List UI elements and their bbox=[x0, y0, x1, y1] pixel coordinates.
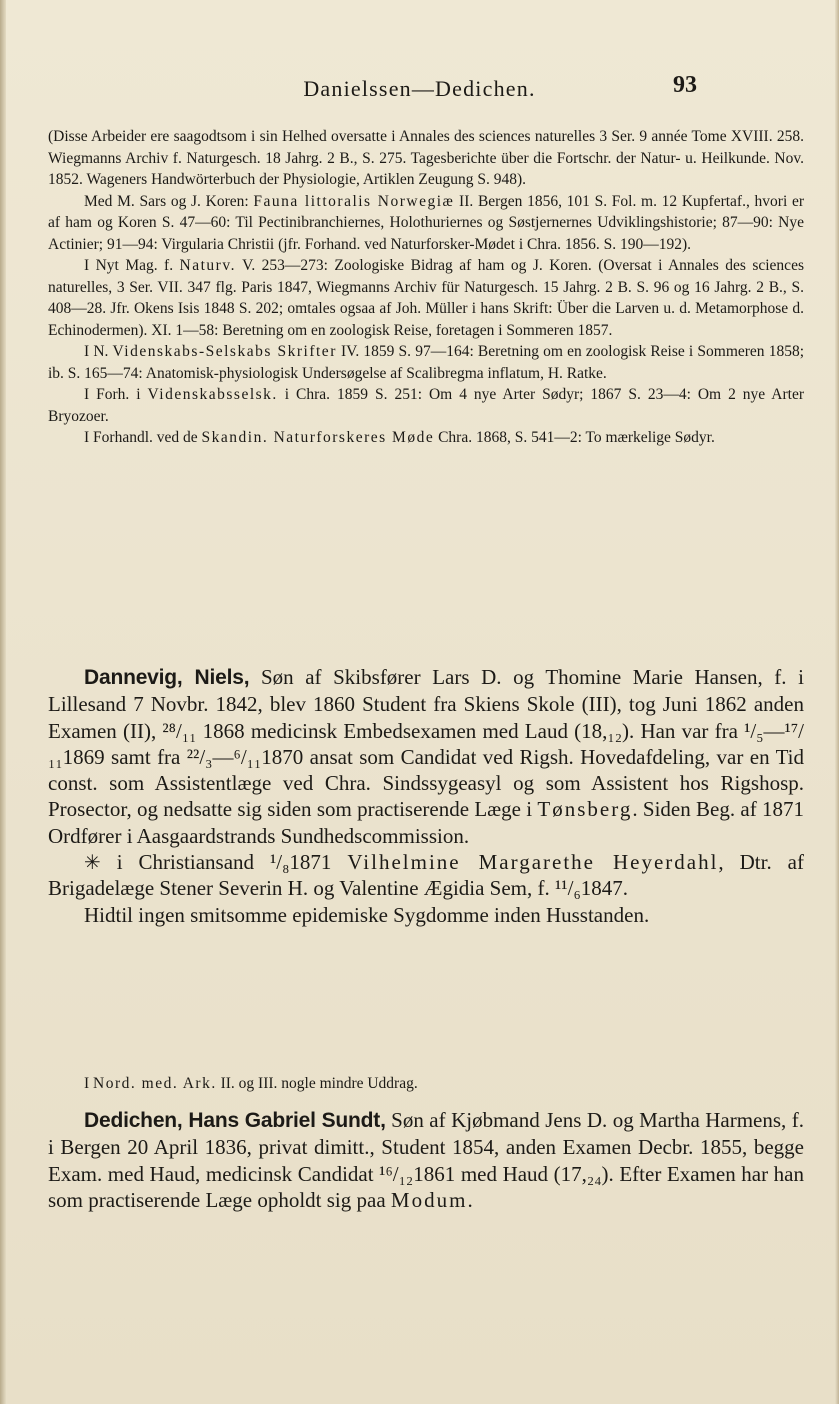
bibliography-entry: I Forh. i Videnskabsselsk. i Chra. 1859 S. 251: Om 4 nye Arter Sødyr; 1867 S. 23—4: Om 2 nye Arter Bryozoer. bbox=[48, 386, 804, 425]
journal-title: Naturv. bbox=[179, 257, 236, 274]
bibliography-entry: I N. Videnskabs-Selskabs Skrifter IV. 1859 S. 97—164: Beretning om en zoologisk Reise i Sommeren 1858; ib. S. 165—74: Anatomisk-physiologisk Undersøgelse af Scalibregma inflatum, H. Ratke. bbox=[48, 343, 805, 382]
bibliography-entry: I Nyt Mag. f. Naturv. V. 253—273: Zoologiske Bidrag af ham og J. Koren. (Oversat i Annales des sciences naturelles, 3 Ser. VII. 347 flg. Paris 1847, Wiegmanns Archiv für Naturgesch. 15 Jahrg. 2 B. S. 96 og 16 Jahrg. 2 B., S. 408—28. Jfr. Okens Isis 1848 S. 202; omtales ogsaa af Joh. Müller i hans Skrift: Über die Larven u. d. Metamorphose d. Echinodermen). XI. 1—58: Beretning om en zoologisk Reise, foretagen i Sommeren 1857. bbox=[48, 257, 804, 339]
spouse-name: Vilhelmine Margarethe Heyerdahl bbox=[347, 850, 719, 875]
married-star-icon: ✳ bbox=[84, 850, 101, 875]
place-name: Modum bbox=[390, 1187, 468, 1212]
danielssen-bibliography bbox=[48, 126, 804, 449]
journal-title: Videnskabsselsk. bbox=[147, 386, 278, 403]
dannevig-entry bbox=[48, 664, 804, 928]
town-name: Tønsberg bbox=[537, 797, 633, 822]
journal-title: Fauna littoralis Norwegiæ bbox=[253, 192, 455, 210]
page-number: 93 bbox=[673, 72, 697, 98]
dannevig-publication bbox=[48, 1073, 804, 1094]
bibliography-entry: I Forhandl. ved de Skandin. Naturforskeres Møde Chra. 1868, S. 541—2: To mærkelige Sødyr. bbox=[84, 429, 715, 446]
bibliography-note: (Disse Arbeider ere saagodtsom i sin Helhed oversatte i Annales des sciences naturelles 3 Ser. 9 année Tome XVIII. 258. Wiegmanns Archiv f. Naturgesch. 18 Jahrg. 2 B., S. 275. Tagesberichte über die Fortschr. der Natur- u. Heilkunde. Nov. 1852. Wageners Handwörterbuch der Physiologie, Artiklen Zeugung S. 948). bbox=[48, 128, 804, 188]
person-name: Dannevig, Niels, bbox=[84, 666, 250, 689]
dedichen-entry bbox=[48, 1107, 804, 1213]
page-edge-right bbox=[835, 0, 839, 1404]
running-head: Danielssen—Dedichen. bbox=[303, 76, 536, 101]
person-name: Dedichen, Hans Gabriel Sundt, bbox=[84, 1109, 386, 1132]
bibliography-entry: Med M. Sars og J. Koren: Fauna littoralis Norwegiæ II. Bergen 1856, 101 S. Fol. m. 12 Kupfertaf., hvori er af ham og Koren S. 47—60: Til Pectinibranchiernes, Holothuriernes og Søstjernernes Udviklingshistorie; 87—90: Nye Actinier; 91—94: Virgularia Christii (jfr. Forhand. ved Naturforsker-Mødet i Chra. 1856. S. 190—192). bbox=[48, 192, 804, 253]
dannevig-note: Hidtil ingen smitsomme epidemiske Sygdomme inden Husstanden. bbox=[84, 902, 650, 927]
journal-title: Nord. med. Ark. bbox=[93, 1075, 217, 1092]
dannevig-marriage: ✳ i Christiansand ¹/₈1871 Vilhelmine Margarethe Heyerdahl, Dtr. af Brigadelæge Stener Severin H. og Valentine Ægidia Sem, f. ¹¹/₆1847. bbox=[48, 850, 804, 901]
journal-title: Videnskabs-Selskabs Skrifter bbox=[112, 343, 337, 360]
page-header bbox=[0, 72, 839, 108]
dedichen-bio: Dedichen, Hans Gabriel Sundt, Søn af Kjøbmand Jens D. og Martha Harmens, f. i Bergen 20 April 1836, privat dimitt., Student 1854, anden Examen Decbr. 1855, begge Exam. med Haud, medicinsk Candidat ¹⁶/₁₂1861 med Haud (17,₂₄). Efter Examen har han som practiserende Læge opholdt sig paa Modum. bbox=[48, 1108, 805, 1212]
journal-title: Skandin. Naturforskeres Møde bbox=[201, 429, 435, 446]
page-edge-left bbox=[0, 0, 6, 1404]
bibliography-entry: I Nord. med. Ark. II. og III. nogle mindre Uddrag. bbox=[84, 1075, 418, 1092]
dannevig-bio: Dannevig, Niels, Søn af Skibsfører Lars D. og Thomine Marie Hansen, f. i Lillesand 7 Novbr. 1842, blev 1860 Student fra Skiens Skole (III), tog Juni 1862 anden Examen (II), ²⁸/₁₁ 1868 medicinsk Embedsexamen med Laud (18,₁₂). Han var fra ¹/₅—¹⁷/₁₁1869 samt fra ²²/₃—⁶/₁₁1870 ansat som Candidat ved Rigsh. Hovedafdeling, var en Tid const. som Assistentlæge ved Chra. Sindssygeasyl og som Assistent hos Rigshosp. Prosector, og nedsatte sig siden som practiserende Læge i Tønsberg. Siden Beg. af 1871 Ordfører i Aasgaardstrands Sundhedscommission. bbox=[48, 665, 804, 848]
